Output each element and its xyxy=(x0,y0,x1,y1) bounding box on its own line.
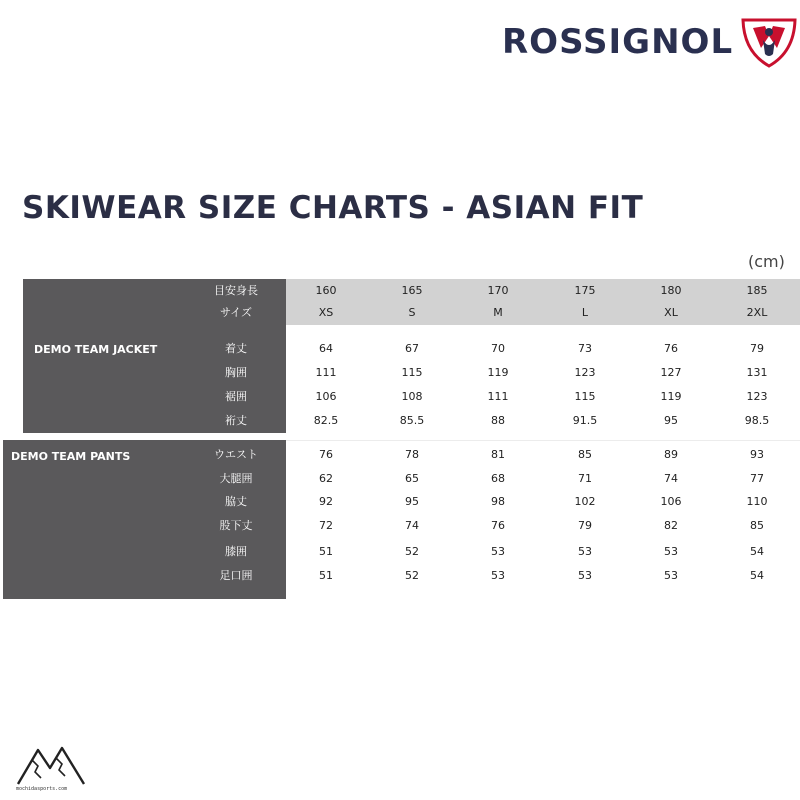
height-cell: 175 xyxy=(574,284,596,297)
table-cell: 73 xyxy=(578,342,592,355)
height-cell: 180 xyxy=(660,284,682,297)
table-cell: 76 xyxy=(319,448,333,461)
table-cell: 92 xyxy=(319,495,333,508)
table-cell: 54 xyxy=(750,545,764,558)
height-cell: 165 xyxy=(401,284,423,297)
page-title: SKIWEAR SIZE CHARTS - ASIAN FIT xyxy=(22,190,644,226)
table-cell: 115 xyxy=(574,390,596,403)
table-row xyxy=(0,516,800,536)
table-cell: 53 xyxy=(578,545,592,558)
table-cell: 123 xyxy=(574,366,596,379)
table-cell: 123 xyxy=(746,390,768,403)
table-cell: 89 xyxy=(664,448,678,461)
table-cell: 62 xyxy=(319,472,333,485)
table-cell: 74 xyxy=(664,472,678,485)
row-label: 裄丈 xyxy=(225,414,247,427)
row-label: 裾囲 xyxy=(225,390,247,403)
table-cell: 111 xyxy=(315,366,337,379)
table-cell: 102 xyxy=(574,495,596,508)
table-cell: 65 xyxy=(405,472,419,485)
table-cell: 53 xyxy=(664,545,678,558)
table-cell: 76 xyxy=(664,342,678,355)
size-cell: 2XL xyxy=(746,306,768,319)
size-cell: M xyxy=(493,306,503,319)
table-cell: 85 xyxy=(578,448,592,461)
table-cell: 64 xyxy=(319,342,333,355)
row-label: 足口囲 xyxy=(219,569,253,582)
table-cell: 88 xyxy=(491,414,505,427)
table-row xyxy=(0,339,800,359)
height-cell: 185 xyxy=(746,284,768,297)
row-label: ウエスト xyxy=(214,448,258,461)
table-cell: 131 xyxy=(746,366,768,379)
site-url: mochidasports.com xyxy=(16,786,68,792)
table-row xyxy=(0,387,800,407)
table-cell: 115 xyxy=(401,366,423,379)
table-cell: 53 xyxy=(491,545,505,558)
table-cell: 79 xyxy=(578,519,592,532)
table-row xyxy=(0,542,800,562)
size-cell: XS xyxy=(318,306,334,319)
table-cell: 81 xyxy=(491,448,505,461)
table-cell: 67 xyxy=(405,342,419,355)
size-cell: XL xyxy=(664,306,678,319)
table-row xyxy=(0,566,800,586)
table-cell: 78 xyxy=(405,448,419,461)
table-cell: 52 xyxy=(405,545,419,558)
table-cell: 53 xyxy=(578,569,592,582)
row-label: 股下丈 xyxy=(219,519,253,532)
table-cell: 110 xyxy=(746,495,768,508)
table-cell: 71 xyxy=(578,472,592,485)
table-cell: 106 xyxy=(660,495,682,508)
table-cell: 77 xyxy=(750,472,764,485)
brand-name: ROSSIGNOL xyxy=(502,22,734,62)
row-label: 着丈 xyxy=(225,342,247,355)
size-cell: S xyxy=(408,306,416,319)
table-cell: 98 xyxy=(491,495,505,508)
size-cell: L xyxy=(581,306,589,319)
table-cell: 82.5 xyxy=(313,414,339,427)
height-cell: 160 xyxy=(315,284,337,297)
table-row xyxy=(0,363,800,383)
section-divider xyxy=(286,440,800,441)
table-row xyxy=(0,492,800,512)
table-cell: 85 xyxy=(750,519,764,532)
table-row xyxy=(0,411,800,431)
table-cell: 52 xyxy=(405,569,419,582)
table-cell: 111 xyxy=(487,390,509,403)
size-row xyxy=(0,303,800,323)
brand-logo xyxy=(502,14,799,70)
table-cell: 51 xyxy=(319,569,333,582)
table-cell: 53 xyxy=(664,569,678,582)
table-cell: 53 xyxy=(491,569,505,582)
table-cell: 70 xyxy=(491,342,505,355)
table-cell: 76 xyxy=(491,519,505,532)
table-cell: 72 xyxy=(319,519,333,532)
unit-label: (cm) xyxy=(748,252,785,271)
table-cell: 91.5 xyxy=(572,414,598,427)
table-cell: 95 xyxy=(405,495,419,508)
table-cell: 85.5 xyxy=(399,414,425,427)
row-label: 大腿囲 xyxy=(219,472,253,485)
rooster-shield-icon xyxy=(739,14,799,70)
pants-section-title: DEMO TEAM PANTS xyxy=(11,450,131,463)
table-cell: 108 xyxy=(401,390,423,403)
table-cell: 106 xyxy=(315,390,337,403)
table-row xyxy=(0,445,800,465)
table-cell: 68 xyxy=(491,472,505,485)
height-row-label: 目安身長 xyxy=(214,284,258,297)
table-cell: 95 xyxy=(664,414,678,427)
table-cell: 74 xyxy=(405,519,419,532)
table-cell: 98.5 xyxy=(744,414,770,427)
table-cell: 82 xyxy=(664,519,678,532)
row-label: 脇丈 xyxy=(225,495,247,508)
table-cell: 54 xyxy=(750,569,764,582)
row-label: 膝囲 xyxy=(225,545,247,558)
table-cell: 51 xyxy=(319,545,333,558)
table-row xyxy=(0,469,800,489)
table-cell: 119 xyxy=(660,390,682,403)
row-label: 胸囲 xyxy=(225,366,247,379)
table-cell: 127 xyxy=(660,366,682,379)
table-cell: 79 xyxy=(750,342,764,355)
size-row-label: サイズ xyxy=(219,306,253,319)
height-row xyxy=(0,281,800,301)
jacket-section-title: DEMO TEAM JACKET xyxy=(34,343,158,356)
table-cell: 119 xyxy=(487,366,509,379)
height-cell: 170 xyxy=(487,284,509,297)
table-cell: 93 xyxy=(750,448,764,461)
